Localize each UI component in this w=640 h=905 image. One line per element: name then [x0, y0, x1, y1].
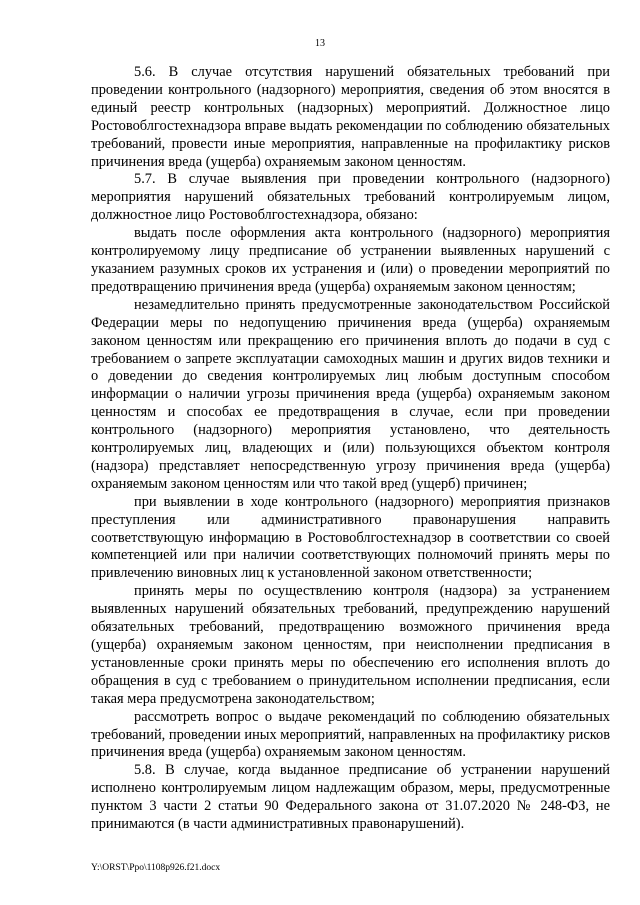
paragraph-5-8: 5.8. В случае, когда выданное предписание об устранении нарушений исполнено контролируемым лицом надлежащим образом, меры, предусмотренные пунктом 3 части 2 статьи 90 Федерального закона от 31.07.2020 № 248-ФЗ, не принимаются (в части административных правонарушений).	[91, 762, 610, 833]
paragraph-issue-order: выдать после оформления акта контрольного (надзорного) мероприятия контролируемому лицу предписание об устранении выявленных нарушений с указанием разумных сроков их устранения и (или) о проведении мероприятий по предотвращению причинения вреда (ущерба) охраняемым законом ценностям;	[91, 225, 610, 295]
paragraph-5-6: 5.6. В случае отсутствия нарушений обязательных требований при проведении контрольного (надзорного) мероприятия, сведения об этом вносятся в единый реестр контрольных (надзорных) мероприятий. Должностное лицо Ростовоблгостехнадзора вправе выдать рекомендации по соблюдению обязательных требований, провести иные мероприятия, направленные на профилактику рисков причинения вреда (ущерба) охраняемым законом ценностям.	[91, 64, 610, 170]
paragraph-recommendations: рассмотреть вопрос о выдаче рекомендаций по соблюдению обязательных требований, проведении иных мероприятий, направленных на профилактику рисков причинения вреда (ущерба) охраняемым законом ценностям.	[91, 708, 610, 761]
page-number: 13	[315, 38, 325, 49]
paragraph-immediate-measures: незамедлительно принять предусмотренные законодательством Российской Федерации меры по недопущению причинения вреда (ущерба) охраняемым законом ценностям или прекращению его причинения вплоть до подачи в суд с требованием о запрете эксплуатации самоходных машин и других видов техники и о доведении до сведения контролируемых лиц любым доступным способом информации о наличии угрозы причинения вреда (ущерба) охраняемым законом ценностям и способах ее предотвращения в случае, если при проведении контрольного (надзорного) мероприятия установлено, что деятельность контролируемых лиц, владеющих и (или) пользующихся объектом контроля (надзора) представляет непосредственную угрозу причинения вреда (ущерба) охраняемым законом ценностям или что такой вред (ущерб) причинен;	[91, 296, 610, 492]
paragraph-control-measures: принять меры по осуществлению контроля (надзора) за устранением выявленных нарушений обязательных требований, предупреждению нарушений обязательных требований, предотвращению возможного причинения вреда (ущерба) охраняемым законом ценностям, при неисполнении предписания в установленные сроки принять меры по обеспечению его исполнения вплоть до обращения в суд с требованием о принудительном исполнении предписания, если такая мера предусмотрена законодательством;	[91, 583, 610, 707]
document-body	[91, 64, 610, 834]
footer-file-path: Y:\ORST\Ppo\1108p926.f21.docx	[91, 863, 221, 873]
paragraph-5-7: 5.7. В случае выявления при проведении контрольного (надзорного) мероприятия нарушений обязательных требований контролируемым лицом, должностное лицо Ростовоблгостехнадзора, обязано:	[91, 171, 610, 224]
paragraph-crime-signs: при выявлении в ходе контрольного (надзорного) мероприятия признаков преступления или административного правонарушения направить соответствующую информацию в Ростовоблгостехнадзор в соответствии со своей компетенцией или при наличии соответствующих полномочий принять меры по привлечению виновных лиц к установленной законом ответственности;	[91, 493, 610, 582]
